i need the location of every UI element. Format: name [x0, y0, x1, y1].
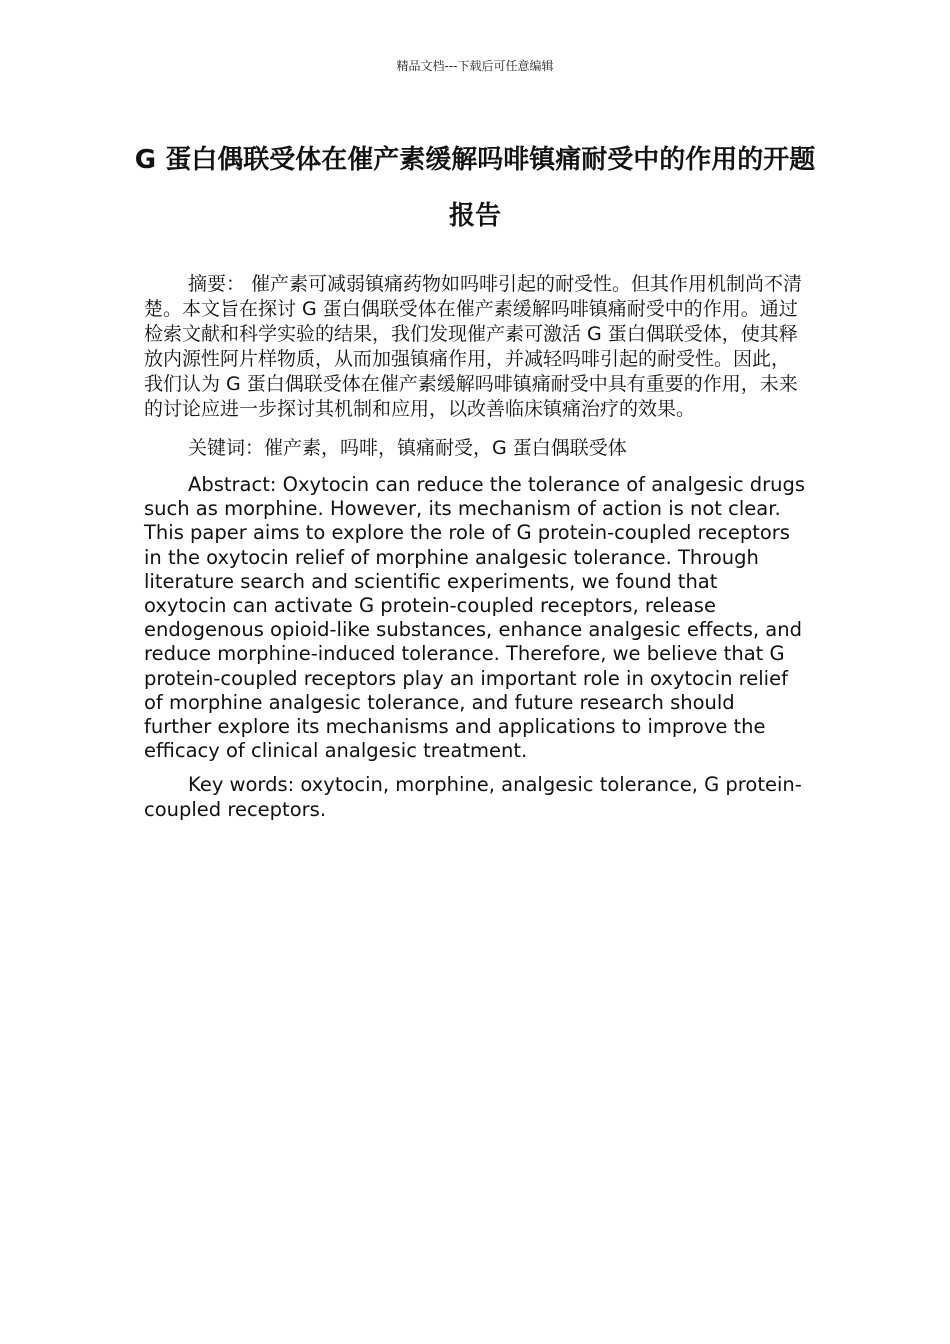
abstract-chinese: 摘要： 催产素可减弱镇痛药物如吗啡引起的耐受性。但其作用机制尚不清楚。本文旨在探讨 G 蛋白偶联受体在催产素缓解吗啡镇痛耐受中的作用。通过检索文献和科学实验的结果，我们发现催产素可激活 G 蛋白偶联受体，使其释放内源性阿片样物质，从而加强镇痛作用，并减轻吗啡引起的耐受性。因此，我们认为 G 蛋白偶联受体在催产素缓解吗啡镇痛耐受中具有重要的作用，未来的讨论应进一步探讨其机制和应用，以改善临床镇痛治疗的效果。	[144, 273, 803, 420]
keywords-chinese: 关键词：催产素，吗啡，镇痛耐受，G 蛋白偶联受体	[188, 437, 627, 459]
document-body	[144, 272, 806, 832]
document-title: G 蛋白偶联受体在催产素缓解吗啡镇痛耐受中的作用的开题报告	[134, 145, 816, 231]
keywords-english: Key words: oxytocin, morphine, analgesic tolerance, G protein-coupled receptors.	[144, 773, 802, 821]
page-header-note: 精品文档---下载后可任意编辑	[396, 59, 554, 73]
abstract-english: Abstract: Oxytocin can reduce the tolerance of analgesic drugs such as morphine. However, its mechanism of action is not clear. This paper aims to explore the role of G protein-coupled receptors in the oxytocin relief of morphine analgesic tolerance. Through literature search and scientific experiments, we found that oxytocin can activate G protein-coupled receptors, release endogenous opioid-like substances, enhance analgesic effects, and reduce morphine-induced tolerance. Therefore, we believe that G protein-coupled receptors play an important role in oxytocin relief of morphine analgesic tolerance, and future research should further explore its mechanisms and applications to improve the efficacy of clinical analgesic treatment.	[144, 473, 806, 763]
